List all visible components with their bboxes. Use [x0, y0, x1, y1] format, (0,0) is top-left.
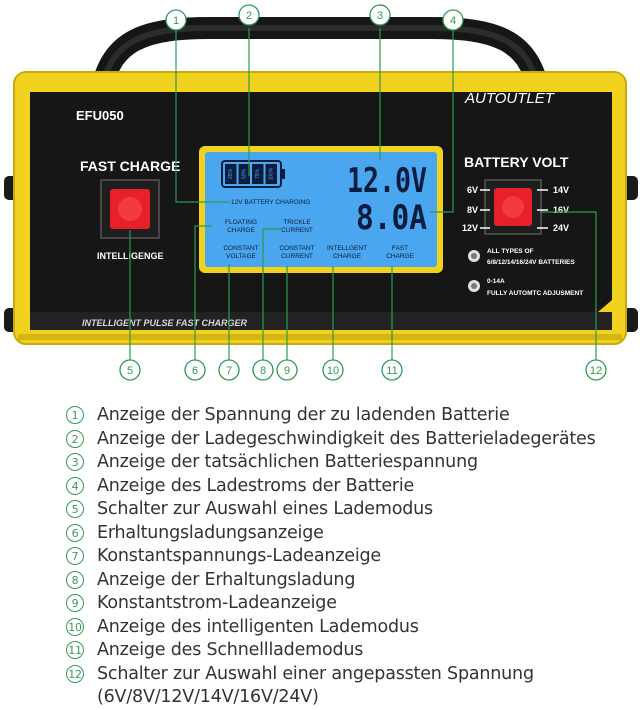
legend-item: [66, 592, 636, 616]
legend-text: Konstantspannungs-Ladeanzeige: [97, 546, 381, 566]
constant-current-indicator: CONSTANT CURRENT: [279, 245, 315, 260]
model-label: EFU050: [76, 108, 124, 123]
battery-volt-label: BATTERY VOLT: [464, 154, 569, 170]
current-display: 8.0A: [356, 198, 427, 238]
legend-number: 1: [66, 406, 84, 424]
callout-number: 10: [326, 365, 340, 377]
legend-number: 10: [66, 618, 84, 636]
voltage-option-right: 16V: [553, 205, 570, 215]
info-text-3: 0-14A: [487, 278, 505, 285]
legend-item: [66, 475, 636, 499]
legend-item: [66, 569, 636, 593]
legend-item: [66, 663, 636, 687]
callout-number: 9: [283, 365, 291, 377]
info-text-2: 6/8/12/14/16/24V BATTERIES: [487, 259, 575, 266]
legend-text: Anzeige der Erhaltungsladung: [97, 569, 356, 590]
callout-number: 3: [376, 10, 384, 22]
footer-label: INTELLIGENT PULSE FAST CHARGER: [82, 318, 248, 328]
legend-text: Anzeige der tatsächlichen Batteriespannung: [97, 452, 478, 472]
battery-charging-label: 12V BATTERY CHARGING: [231, 199, 311, 206]
legend-text: Erhaltungsladungsanzeige: [97, 522, 324, 543]
callout-number: 2: [245, 10, 253, 22]
callout-number: 7: [225, 365, 233, 377]
legend-item: [66, 498, 636, 522]
legend-text: Anzeige des Schnelllademodus: [97, 640, 364, 660]
legend-item: [66, 404, 636, 428]
legend-number: 12: [66, 665, 84, 683]
legend-item: [66, 545, 636, 569]
callout-number: 11: [386, 365, 398, 377]
legend-text: Anzeige der Spannung der zu ladenden Batterie: [97, 405, 510, 425]
info-text-4: FULLY AUTOMTC ADJUSMENT: [487, 290, 584, 297]
battery-bar-label: 25%: [228, 168, 235, 180]
callout-number: 1: [172, 15, 180, 27]
legend-item: [66, 616, 636, 640]
legend-item: [66, 522, 636, 546]
voltage-option-right: 14V: [553, 185, 570, 195]
callout-number: 4: [449, 15, 457, 27]
legend-text: Schalter zur Auswahl einer angepassten Spannung: [97, 663, 534, 684]
legend-text: Konstantstrom-Ladeanzeige: [97, 593, 337, 613]
constant-voltage-indicator: CONSTANT VOLTAGE: [223, 245, 259, 260]
legend-number: 5: [66, 500, 84, 518]
info-text-1: ALL TYPES OF: [487, 248, 534, 255]
legend-text: Anzeige des intelligenten Lademodus: [97, 616, 419, 637]
legend-text: Anzeige der Ladegeschwindigkeit des Batterieladegerätes: [97, 428, 596, 449]
brand-logo: AUTOUTLET: [465, 90, 554, 107]
legend-number: 4: [66, 477, 84, 495]
trickle-current-indicator: TRICKLE CURRENT: [281, 219, 313, 234]
battery-bar-label: 50%: [241, 168, 248, 180]
fast-charge-indicator: FAST CHARGE: [386, 245, 414, 260]
legend-number: 9: [66, 594, 84, 612]
battery-bar-label: 100%: [268, 167, 275, 181]
legend-item-continuation: (6V/8V/12V/14V/16V/24V): [97, 687, 319, 707]
legend-number: 8: [66, 571, 84, 589]
legend-text: Schalter zur Auswahl eines Lademodus: [97, 499, 433, 519]
voltage-option-right: 24V: [553, 223, 570, 233]
floating-charge-indicator: FLOATING CHARGE: [224, 219, 258, 234]
legend-number: 2: [66, 430, 84, 448]
callout-number: 8: [259, 365, 267, 377]
legend-item: [66, 451, 636, 475]
callout-number: 5: [126, 365, 134, 377]
voltage-display: 12.0V: [347, 161, 427, 201]
fast-charge-label: FAST CHARGE: [80, 158, 181, 174]
intelligent-charge-indicator: INTELLGENT CHARGE: [326, 245, 368, 260]
legend-text: Anzeige des Ladestroms der Batterie: [97, 475, 415, 496]
intelligent-label: INTELLIGENGE: [97, 251, 164, 261]
legend-number: 6: [66, 524, 84, 542]
callout-number: 12: [589, 365, 603, 377]
legend-item: [66, 428, 636, 452]
legend: [66, 404, 636, 710]
callout-number: 6: [191, 365, 199, 377]
voltage-option-left: 8V: [466, 205, 478, 215]
legend-number: 3: [66, 453, 84, 471]
battery-bar-label: 75%: [255, 168, 262, 180]
voltage-option-left: 12V: [461, 223, 478, 233]
legend-number: 7: [66, 547, 84, 565]
voltage-option-left: 6V: [466, 185, 478, 195]
legend-item: [66, 639, 636, 663]
legend-number: 11: [66, 641, 84, 659]
